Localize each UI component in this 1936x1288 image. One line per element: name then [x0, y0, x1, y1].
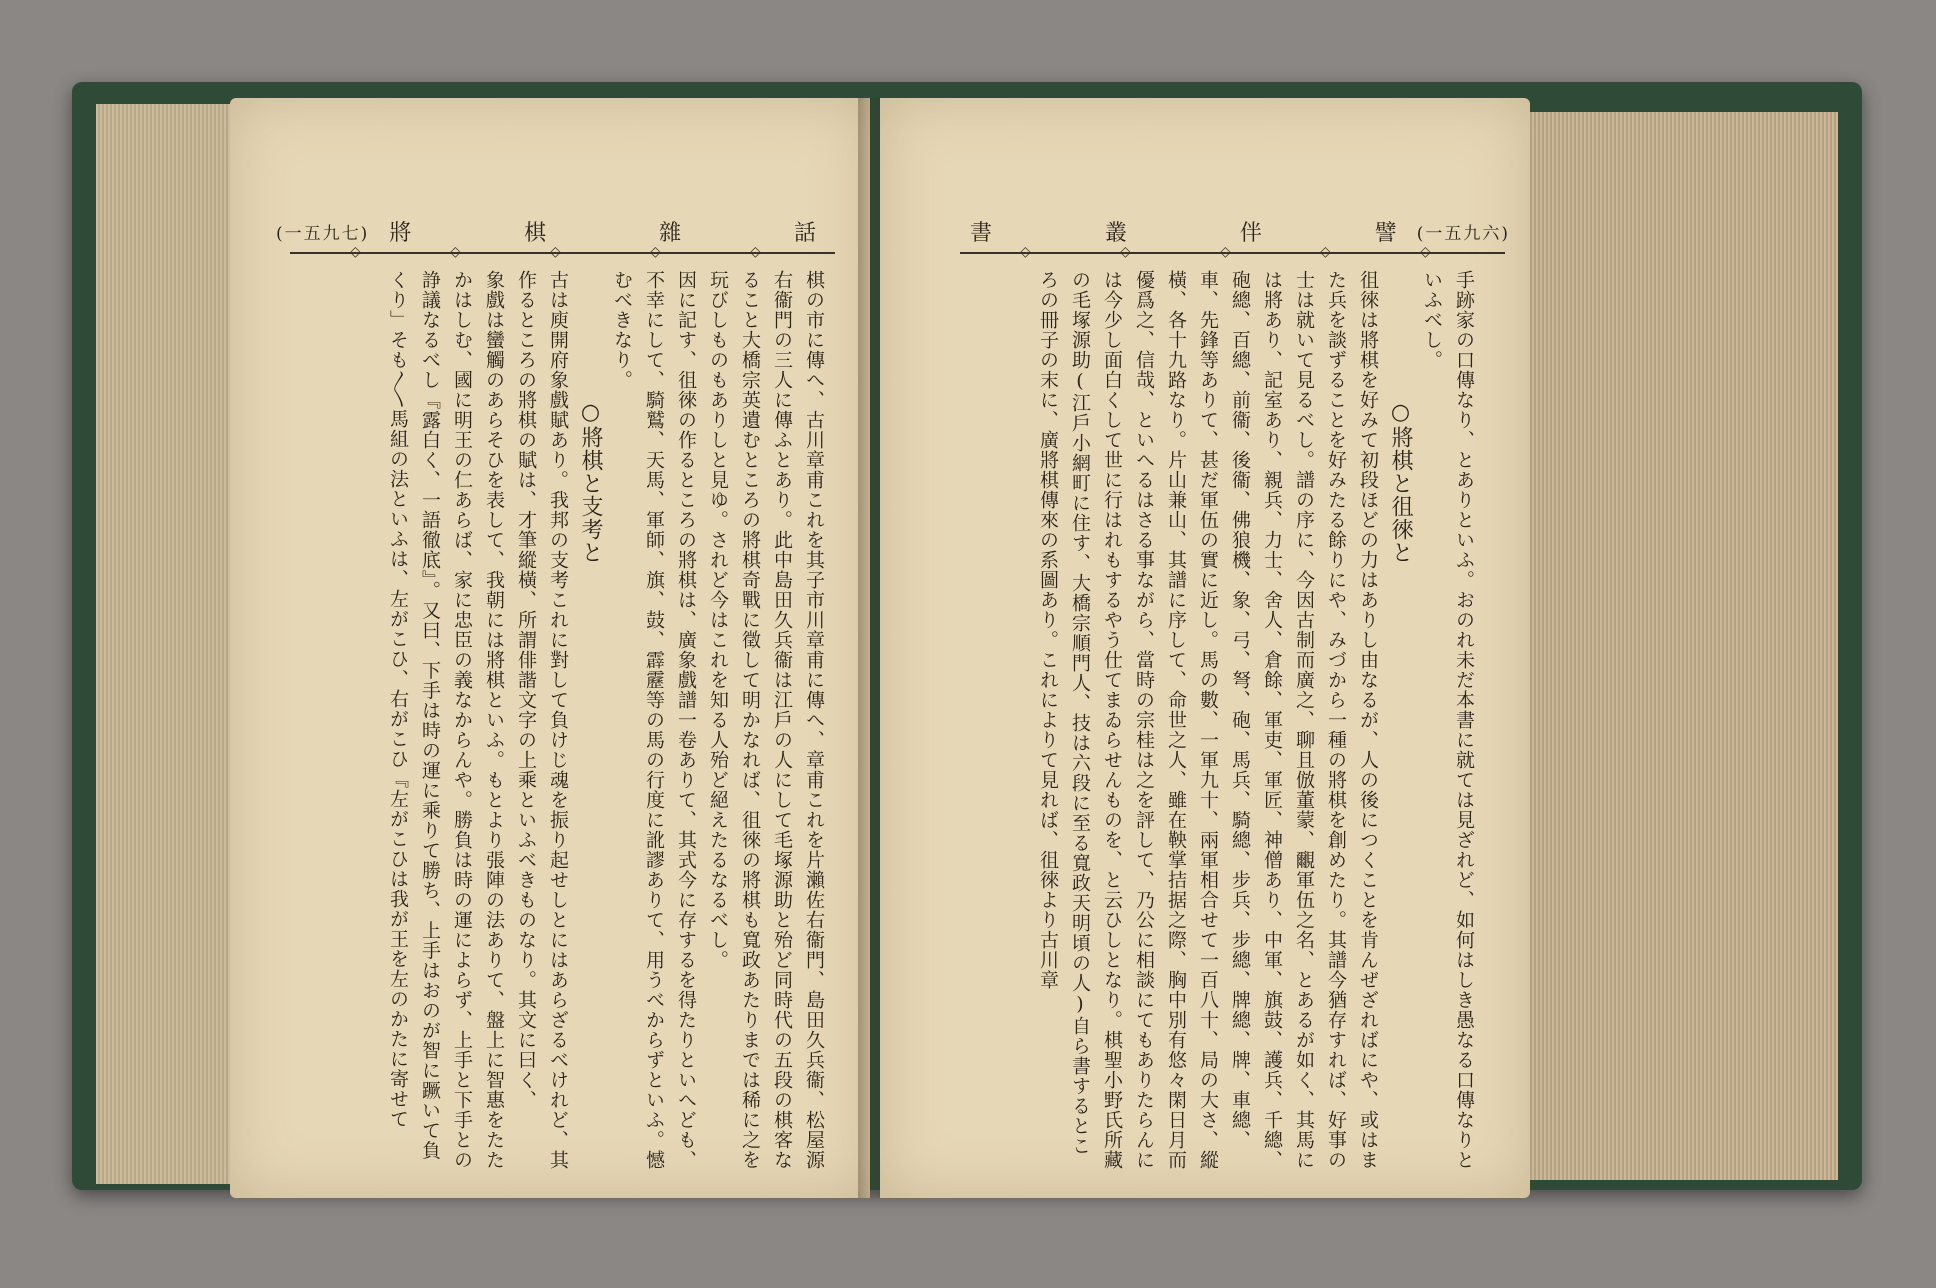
- ornament-icon: ◇: [1420, 244, 1431, 260]
- page-edges-left: [96, 104, 236, 1184]
- ornament-icon: ◇: [1020, 244, 1031, 260]
- running-title-char: 話: [793, 220, 816, 246]
- left-page-header: [276, 216, 836, 246]
- ornament-icon: ◇: [450, 244, 461, 260]
- running-title-char: 書: [970, 220, 993, 246]
- body-text: [280, 270, 830, 1170]
- ornament-icon: ◇: [550, 244, 561, 260]
- ornament-icon: ◇: [650, 244, 661, 260]
- running-title-char: 將: [389, 220, 412, 246]
- paragraph: 象戲は蠻觸のあらそひを表して、我朝には將棋といふ。もとより張陣の法ありて、盤上に智惠をたたかはしむ、國に明王の仁あらば、家に忠臣の義なからんや。勝負は時の運によらず、上手と下手との諍議なるべし『露白く、一語徹底』。又曰、下手は時の運に乘りて勝ち、上手はおのが智に蹶いて負くり」そも〳〵馬組の法といふは、左がこひ、右がこひ『左がこひは我が王を左のかたに寄せて: [387, 270, 505, 1170]
- running-title: [389, 216, 816, 247]
- ornament-icon: ◇: [1220, 244, 1231, 260]
- running-title: [970, 216, 1397, 247]
- running-title-char: 伴: [1239, 220, 1262, 246]
- running-title-char: 譬: [1374, 220, 1397, 246]
- section-heading: ○將棋と支考と: [578, 400, 603, 564]
- page-number: (一五九六): [1416, 223, 1510, 244]
- running-title-char: 雜: [659, 220, 682, 246]
- section-heading: ○將棋と徂徠と: [1388, 400, 1413, 564]
- page-edges-right: [1520, 112, 1838, 1180]
- page-number: (一五九七): [276, 223, 370, 244]
- paragraph: 因に記す、徂徠の作るところの將棋は、廣象戲譜一卷ありて、其式今に存するを得たりといへども、不幸にして、騎鷲、天馬、軍師、旗、鼓、霹靂等の馬の行度に訛謬ありて、用うべからずといふ。憾むべきなり。: [611, 270, 697, 1170]
- ornament-icon: ◇: [750, 244, 761, 260]
- left-page: [230, 98, 870, 1198]
- paragraph: 手跡家の口傳なり、とありといふ。おのれ未だ本書に就ては見ざれど、如何はしき愚なる口傳なりといふべし。: [1421, 270, 1475, 1170]
- right-page-header: [950, 216, 1510, 246]
- right-page: [880, 98, 1530, 1198]
- running-title-char: 叢: [1104, 220, 1127, 246]
- ornament-icon: ◇: [1120, 244, 1131, 260]
- running-title-char: 棋: [524, 220, 547, 246]
- ornament-icon: ◇: [1320, 244, 1331, 260]
- ornament-icon: ◇: [350, 244, 361, 260]
- paragraph: 古は庾開府象戲賦あり。我邦の支考これに對して負けじ魂を振り起せしとにはあらざるべけれど、其作るところの將棋の賦は、才筆縱橫、所謂俳諧文字の上乘といふべきものなり。其文に曰く、: [515, 270, 569, 1170]
- paragraph: 徂徠は將棋を好みて初段ほどの力はありし由なるが、人の後につくことを肯んぜざればにや、或はまた兵を談ずることを好みたる餘りにや、みづから一種の將棋を創めたり。其譜今猶存すれば、好事の士は就いて見るべし。譜の序に、今因古制而廣之、聊且倣董蒙、覼軍伍之名、とあるが如く、其馬には將あり、記室あり、親兵、力士、舍人、倉餘、軍吏、軍匠、神僧あり、中軍、旗鼓、護兵、千總、砲總、百總、前衞、後衞、佛狼機、象、弓、弩、砲、馬兵、騎總、步兵、步總、牌總、牌、車總、車、先鋒等ありて、甚だ軍伍の實に近し。馬の數、一軍九十、兩軍相合せて一百八十、局の大さ、縱橫、各十九路なり。片山兼山、其譜に序して、命世之人、雖在鞅掌拮据之際、胸中別有悠々閑日月而優爲之、信哉、といへるはさる事ながら、當時の宗桂は之を評して、乃公に相談にてもありたらんには今少し面白くして世に行はれもするやう仕てまゐらせんものを、と云ひしとなり。棋聖小野氏所藏の毛塚源助(江戶小網町に住す、大橋宗順門人、技は六段に至る寬政天明頃の人)自ら書するところの冊子の末に、廣將棋傳來の系圖あり。これによりて見れば、徂徠より古川章: [1037, 270, 1379, 1170]
- body-text: [920, 270, 1480, 1170]
- paragraph: 棋の市に傳へ、古川章甫これを其子市川章甫に傳へ、章甫これを片瀨佐右衞門、島田久兵衞、松屋源右衞門の三人に傳ふとあり。此中島田久兵衞は江戶の人にして毛塚源助と殆ど同時代の五段の棋客なること大橋宗英遺むところの將棋奇戰に徵して明かなれば、徂徠の將棋も寬政あたりまでは稀に之を玩びしものもありしと見ゆ。されど今はこれを知る人殆ど絕えたるなるべし。: [707, 270, 825, 1170]
